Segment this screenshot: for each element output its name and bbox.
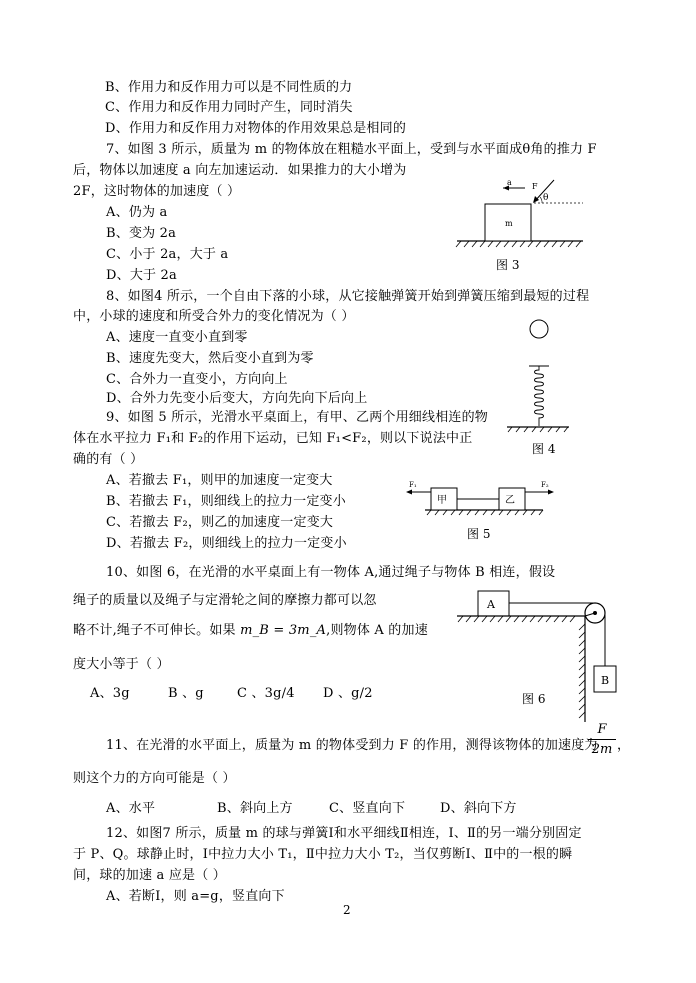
block-a-label: A: [487, 598, 495, 611]
figure-5-caption: 图 5: [467, 527, 491, 541]
q7-option-a: A、仍为 a: [106, 205, 168, 220]
block-label: m: [505, 219, 513, 228]
q11-option-a: A、水平: [106, 801, 156, 816]
acceleration-fraction: [588, 722, 616, 757]
fraction-numerator: F: [597, 722, 607, 737]
q11-stem-line2: 则这个力的方向可能是（ ）: [73, 771, 236, 786]
q7-option-d: D、大于 2a: [106, 268, 177, 283]
q10-stem-line2: 绳子的质量以及绳子与定滑轮之间的摩擦力都可以忽: [73, 593, 377, 608]
q9-option-c: C、若撤去 F₂，则乙的加速度一定变大: [106, 515, 334, 530]
q10-option-d: D 、g/2: [323, 686, 373, 701]
q9-stem-line1: 9、如图 5 所示，光滑水平桌面上，有甲、乙两个用细线相连的物: [106, 410, 489, 425]
q10-option-c: C 、3g/4: [237, 686, 295, 701]
q9-option-a: A、若撤去 F₁，则甲的加速度一定变大: [106, 473, 333, 488]
q6-option-d: D、作用力和反作用力对物体的作用效果总是相同的: [105, 121, 407, 136]
q12-stem-line1: 12、如图7 所示，质量 m 的球与弹簧Ⅰ和水平细线Ⅱ相连，Ⅰ、Ⅱ的另一端分别固定: [106, 826, 582, 841]
q9-stem-line2: 体在水平拉力 F₁和 F₂的作用下运动，已知 F₁<F₂，则以下说法中正: [73, 431, 473, 446]
figure-6-caption: 图 6: [522, 692, 546, 706]
q7-stem-line1: 7、如图 3 所示，质量为 m 的物体放在粗糙水平面上，受到与水平面成θ角的推力 F: [106, 142, 597, 157]
angle-label: θ: [543, 193, 549, 203]
q12-stem-line3: 间，球的加速 a 应是（ ）: [73, 868, 226, 883]
figure-4: [503, 316, 573, 434]
q12-stem-line2: 于 P、Q。球静止时，Ⅰ中拉力大小 T₁，Ⅱ中拉力大小 T₂，当仅剪断Ⅰ、Ⅱ中的一根的瞬: [73, 847, 573, 862]
q11-stem-line1: 11、在光滑的水平面上，质量为 m 的物体受到力 F 的作用，测得该物体的加速度为: [106, 738, 598, 753]
q8-option-c: C、合外力一直变小，方向向上: [106, 372, 288, 387]
q10-option-a: A、3g: [90, 686, 130, 701]
q8-option-a: A、速度一直变小直到零: [106, 330, 248, 345]
q9-option-b: B、若撤去 F₁，则细线上的拉力一定变小: [106, 494, 346, 509]
q7-option-b: B、变为 2a: [106, 226, 177, 241]
q7-stem-line2: 后，物体以加速度 a 向左加速运动．如果推力的大小增为: [73, 163, 407, 178]
q11-option-c: C、竖直向下: [329, 801, 406, 816]
q6-option-b: B、作用力和反作用力可以是不同性质的力: [105, 80, 353, 95]
block-b-label: B: [601, 674, 610, 687]
block-jia-label: 甲: [437, 495, 447, 506]
force-f1-label: F₁: [409, 481, 417, 489]
falling-ball: [530, 320, 548, 338]
q11-comma: ，: [617, 738, 631, 753]
q9-option-d: D、若撤去 F₂，则细线上的拉力一定变小: [106, 536, 347, 551]
q11-option-d: D、斜向下方: [440, 801, 517, 816]
page-number: 2: [343, 903, 351, 917]
q7-stem-line3: 2F，这时物体的加速度（ ）: [73, 184, 241, 199]
block-yi-label: 乙: [505, 495, 515, 506]
force-label: F: [532, 182, 538, 191]
spring-coil: [535, 366, 544, 426]
q6-option-c: C、作用力和反作用力同时产生，同时消失: [105, 100, 353, 115]
q9-stem-line3: 确的有（ ）: [73, 452, 144, 467]
figure-3-caption: 图 3: [496, 258, 520, 272]
figure-3: [455, 175, 585, 250]
q8-stem-line1: 8、如图4 所示，一个自由下落的小球，从它接触弹簧开始到弹簧压缩到最短的过程: [106, 289, 590, 304]
q10-stem-line4: 度大小等于（ ）: [73, 657, 170, 672]
q8-option-b: B、速度先变大，然后变小直到为零: [106, 351, 314, 366]
acceleration-label: a: [507, 178, 512, 187]
q12-option-a: A、若断Ⅰ，则 a=g，竖直向下: [106, 889, 285, 904]
q10-option-b: B 、g: [168, 686, 204, 701]
force-f2-label: F₂: [541, 481, 549, 489]
mass-relation: m_B = 3m_A: [240, 623, 327, 638]
q11-option-b: B、斜向上方: [217, 801, 293, 816]
figure-4-caption: 图 4: [532, 442, 556, 456]
q10-stem-line1: 10、如图 6，在光滑的水平桌面上有一物体 A,通过绳子与物体 B 相连，假设: [106, 565, 556, 580]
q10-stem-line3: 略不计,绳子不可伸长。如果 m_B = 3m_A,则物体 A 的加速: [73, 623, 428, 638]
q8-option-d: D、合外力先变小后变大，方向先向下后向上: [106, 391, 368, 406]
figure-5: [403, 478, 563, 518]
fraction-denominator: 2m: [591, 742, 613, 757]
q7-option-c: C、小于 2a，大于 a: [106, 247, 229, 262]
q8-stem-line2: 中，小球的速度和所受合外力的变化情况为（ ）: [73, 309, 355, 324]
